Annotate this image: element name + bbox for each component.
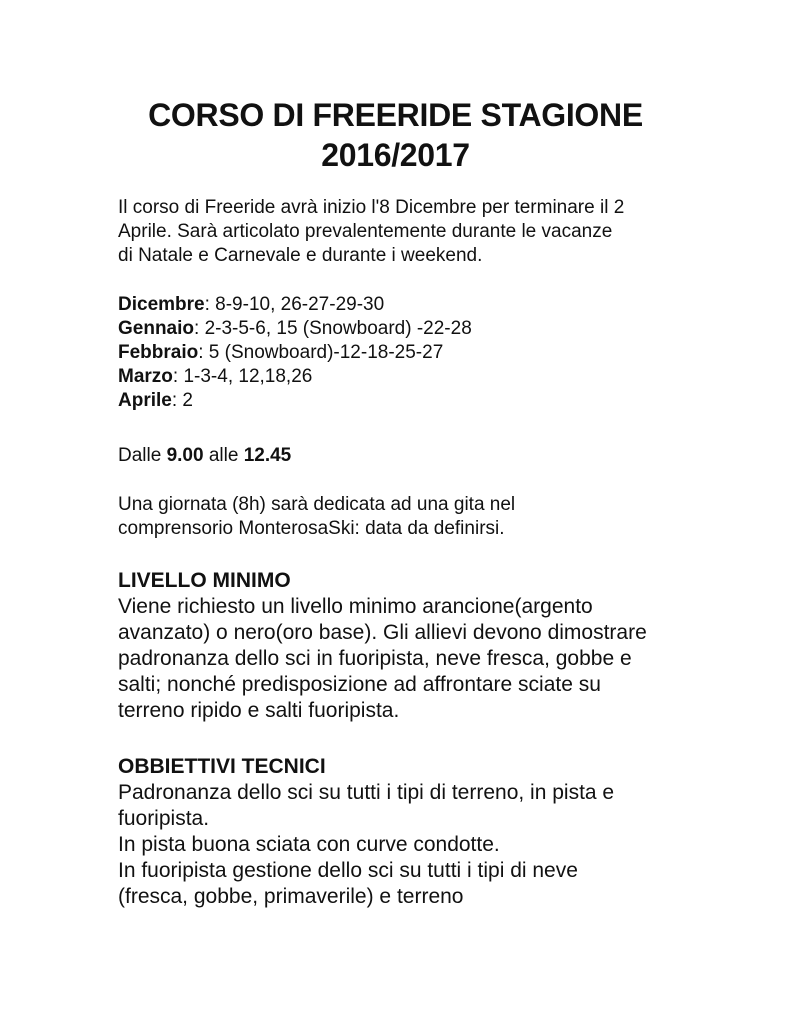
section-line: fuoripista. bbox=[118, 807, 210, 830]
schedule-month: Marzo bbox=[118, 366, 173, 387]
hours-middle: alle bbox=[203, 445, 244, 466]
section-line: terreno ripido e salti fuoripista. bbox=[118, 699, 400, 722]
section-line: Viene richiesto un livello minimo arancione(argento bbox=[118, 595, 593, 618]
schedule-row-marzo bbox=[118, 365, 698, 389]
section-obbiettivi-tecnici bbox=[118, 754, 718, 910]
intro-line: di Natale e Carnevale e durante i weekend. bbox=[118, 245, 483, 266]
section-heading: OBBIETTIVI TECNICI bbox=[118, 755, 326, 778]
hours-end: 12.45 bbox=[243, 445, 292, 466]
schedule-month: Febbraio bbox=[118, 342, 199, 363]
schedule-dates: : 8-9-10, 26-27-29-30 bbox=[204, 294, 385, 315]
section-line: In fuoripista gestione dello sci su tutti i tipi di neve bbox=[118, 859, 578, 882]
hours-line bbox=[118, 444, 698, 468]
intro-paragraph bbox=[118, 196, 698, 268]
schedule-dates: : 2-3-5-6, 15 (Snowboard) -22-28 bbox=[194, 318, 472, 339]
schedule-row-gennaio bbox=[118, 317, 698, 341]
schedule-list bbox=[118, 293, 698, 413]
title-line-1: CORSO DI FREERIDE STAGIONE bbox=[148, 97, 643, 133]
section-heading: LIVELLO MINIMO bbox=[118, 569, 291, 592]
outing-line: comprensorio MonterosaSki: data da definirsi. bbox=[118, 518, 505, 539]
schedule-dates: : 5 (Snowboard)-12-18-25-27 bbox=[198, 342, 444, 363]
schedule-dates: : 1-3-4, 12,18,26 bbox=[172, 366, 313, 387]
section-line: avanzato) o nero(oro base). Gli allievi devono dimostrare bbox=[118, 621, 647, 644]
schedule-row-aprile bbox=[118, 389, 698, 413]
schedule-month: Gennaio bbox=[118, 318, 195, 339]
section-line: In pista buona sciata con curve condotte. bbox=[118, 833, 500, 856]
page-title bbox=[0, 95, 791, 175]
outing-paragraph bbox=[118, 493, 698, 541]
schedule-month: Dicembre bbox=[118, 294, 205, 315]
section-line: padronanza dello sci in fuoripista, neve fresca, gobbe e bbox=[118, 647, 632, 670]
intro-line: Aprile. Sarà articolato prevalentemente durante le vacanze bbox=[118, 221, 613, 242]
intro-line: Il corso di Freeride avrà inizio l'8 Dicembre per terminare il 2 bbox=[118, 197, 625, 218]
schedule-row-febbraio bbox=[118, 341, 698, 365]
section-line: Padronanza dello sci su tutti i tipi di terreno, in pista e bbox=[118, 781, 615, 804]
schedule-row-dicembre bbox=[118, 293, 698, 317]
schedule-dates: : 2 bbox=[171, 390, 193, 411]
hours-prefix: Dalle bbox=[118, 445, 167, 466]
schedule-month: Aprile bbox=[118, 390, 172, 411]
outing-line: Una giornata (8h) sarà dedicata ad una gita nel bbox=[118, 494, 516, 515]
section-line: (fresca, gobbe, primaverile) e terreno bbox=[118, 885, 464, 908]
section-livello-minimo bbox=[118, 568, 718, 724]
section-line: salti; nonché predisposizione ad affrontare sciate su bbox=[118, 673, 601, 696]
title-line-2: 2016/2017 bbox=[321, 137, 470, 173]
hours-start: 9.00 bbox=[166, 445, 204, 466]
